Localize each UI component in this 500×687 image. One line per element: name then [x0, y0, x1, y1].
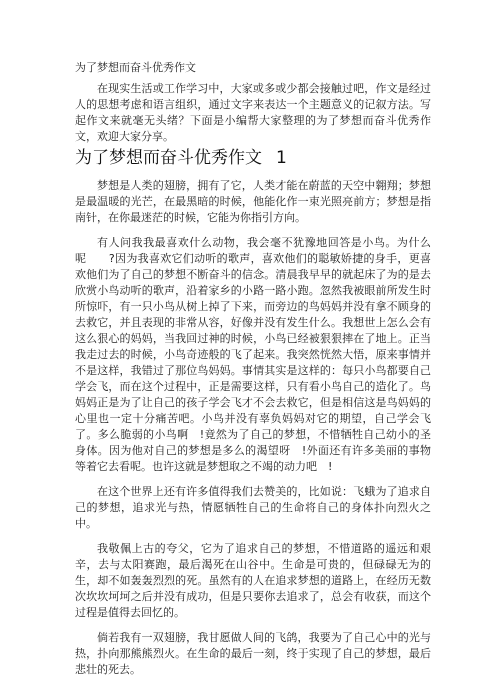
article-number: 1: [276, 148, 287, 168]
body-paragraph: 倘若我有一双翅膀，我甘愿做人间的飞鸽，我要为了自己心中的光与热，扑向那熊熊烈火。在生命的最后一刻，终于实现了自己的梦想，最后悲壮的死去。: [75, 631, 431, 676]
article-body: [75, 178, 431, 687]
intro-paragraph: 在现实生活或工作学习中，大家或多或少都会接触过吧，作文是经过人的思想考虑和语言组织，通过文字来表达一个主题意义的记叙方法。写起作文来就毫无头绪？下面是小编帮大家整理的为了梦想而奋斗优秀作文，欢迎大家分享。: [75, 82, 431, 143]
article-title-text: 为了梦想而奋斗优秀作文: [75, 148, 262, 168]
document-title: 为了梦想而奋斗优秀作文: [75, 61, 196, 74]
body-paragraph: 我敬佩上古的夸父，它为了追求自己的梦想，不惜道路的遥远和艰辛，去与太阳赛跑，最后渴死在山谷中。生命是可贵的，但碌碌无为的生，却不如轰轰烈烈的死。虽然有的人在追求梦想的道路上，在经历无数次坎坎坷坷之后并没有成功，但是只要你去追求了，总会有收获，而这个过程是值得去回忆的。: [75, 542, 431, 619]
body-paragraph: 有人问我我最喜欢什么动物，我会毫不犹豫地回答是小鸟。为什么呢 ?因为我喜欢它们动听的歌声，喜欢他们的聪敏娇捷的身手，更喜欢他们为了自己的梦想不断奋斗的信念。清晨我早早的就起床了为的是去欣赏小鸟动听的歌声，沿着家乡的小路一路小跑。忽然我被眼前所发生时所惊吓，有一只小鸟从树上掉了下来，而旁边的鸟妈妈并没有拿不顾身的去救它，并且表现的非常从容，好像并没有发生什么。我想世上怎么会有这么狠心的妈妈，当我回过神的时候，小鸟已经被狠狠摔在了地上。正当我走过去的时候，小鸟奇迹般的飞了起来。我突然恍然大悟，原来事情并不是这样，我错过了那位鸟妈妈。事情其实是这样的：每只小鸟都要自己学会飞，而在这个过程中，正是需要这样，只有看小鸟自己的造化了。鸟妈妈正是为了让自己的孩子学会飞才不会去救它，但是相信这是鸟妈妈的心里也一定十分痛苦吧。小鸟并没有辜负妈妈对它的期望，自己学会飞了。多么脆弱的小鸟啊 !竟然为了自己的梦想，不惜牺牲自己幼小的圣身体。因为他对自己的梦想是多么的渴望呀 !外面还有许多美丽的事物等着它去看呢。也许这就是梦想取之不竭的动力吧 !: [75, 236, 431, 473]
body-paragraph: 在这个世界上还有许多值得我们去赞美的，比如说：飞蛾为了追求自己的梦想，追求光与热，情愿牺牲自己的生命将自己的身体扑向烈火之中。: [75, 485, 431, 530]
article-heading: [75, 147, 287, 169]
body-paragraph: 梦想是人类的翅膀，拥有了它，人类才能在蔚蓝的天空中翱翔；梦想是最温暖的光芒，在最黑暗的时候，他能化作一束光照亮前方；梦想是指南针，在你最迷茫的时候，它能为你指引方向。: [75, 179, 431, 224]
